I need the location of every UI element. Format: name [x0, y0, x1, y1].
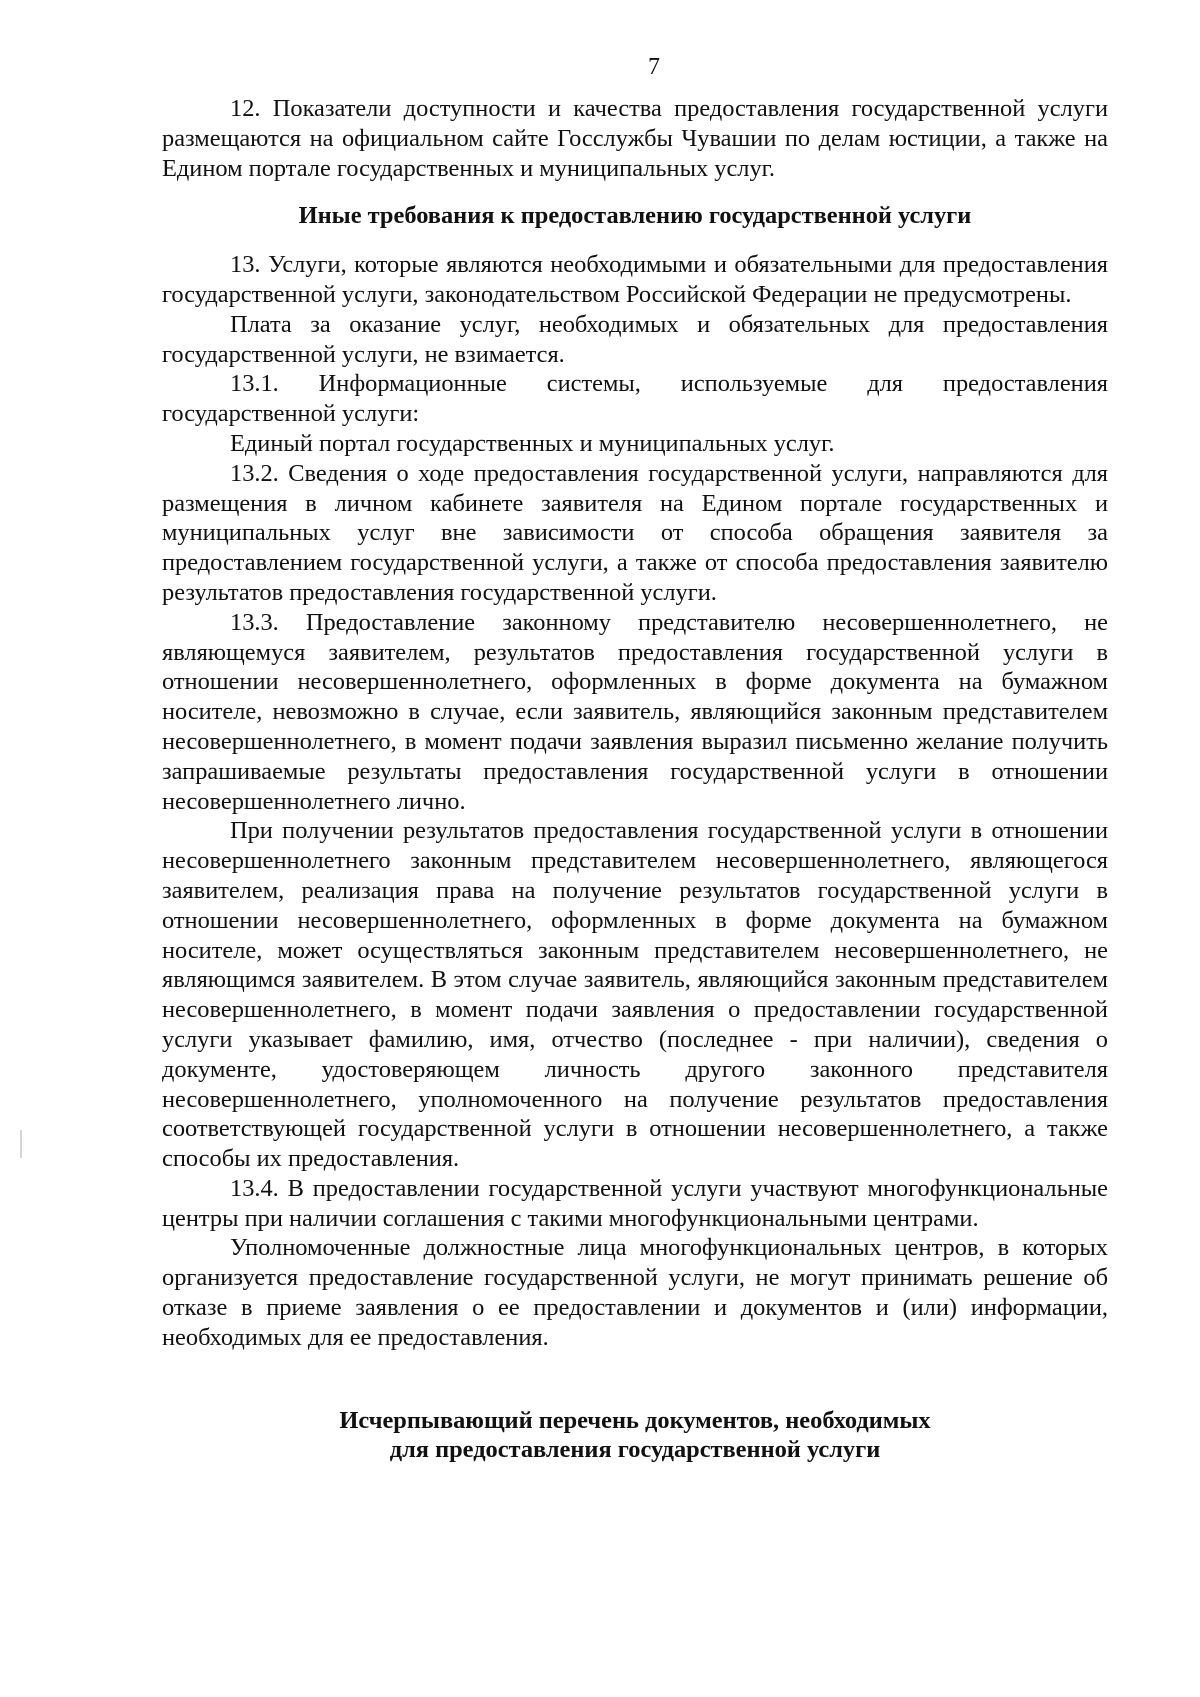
page-number: 7: [648, 54, 660, 80]
spacer: [162, 183, 1108, 201]
section-heading-documents-line-1: Исчерпывающий перечень документов, необходимых: [339, 1406, 931, 1434]
paragraph-13-2: 13.2. Сведения о ходе предоставления государственной услуги, направляются для размещения в личном кабинете заявителя на Едином портале государственных и муниципальных услуг вне зависимости от способа обращения заявителя за предоставлением государственной услуги, а также от способа предоставления заявителю результатов предоставления государственной услуги.: [162, 459, 1108, 606]
paragraph-13-3: 13.3. Предоставление законному представителю несовершеннолетнего, не являющемуся заявителем, результатов предоставления государственной услуги в отношении несовершеннолетнего, оформленных в форме документа на бумажном носителе, невозможно в случае, если заявитель, являющийся законным представителем несовершеннолетнего, в момент подачи заявления выразил письменно желание получить запрашиваемые результаты предоставления государственной услуги в отношении несовершеннолетнего лично.: [162, 608, 1108, 815]
section-heading-other-requirements: Иные требования к предоставлению государственной услуги: [298, 202, 972, 230]
paragraph-13: 13. Услуги, которые являются необходимыми и обязательными для предоставления государственной услуги, законодательством Российской Федерации не предусмотрены.: [162, 251, 1108, 308]
paragraph-12: 12. Показатели доступности и качества предоставления государственной услуги размещаются на официальном сайте Госслужбы Чувашии по делам юстиции, а также на Едином портале государственных и муниципальных услуг.: [162, 95, 1108, 182]
paragraph-13-4: 13.4. В предоставлении государственной услуги участвуют многофункциональные центры при наличии соглашения с такими многофункциональными центрами.: [162, 1174, 1108, 1232]
spacer: [162, 231, 1108, 250]
paragraph-13-4-officials: Уполномоченные должностные лица многофункциональных центров, в которых организуется предоставление государственной услуги, не могут принимать решение об отказе в приеме заявления о ее предоставлении и документов и (или) информации, необходимых для ее предоставления.: [162, 1234, 1108, 1351]
spacer: [162, 1353, 1108, 1406]
paragraph-13-1: 13.1. Информационные системы, используемые для предоставления государственной услуги:: [162, 370, 1108, 428]
document-page: [162, 52, 1108, 1465]
paragraph-13-fee: Плата за оказание услуг, необходимых и обязательных для предоставления государственной услуги, не взимается.: [162, 310, 1108, 368]
paragraph-13-3-continued: При получении результатов предоставления государственной услуги в отношении несовершеннолетнего законным представителем несовершеннолетнего, являющегося заявителем, реализация права на получение результатов государственной услуги в отношении несовершеннолетнего, оформленных в форме документа на бумажном носителе, может осуществляться законным представителем несовершеннолетнего, не являющимся заявителем. В этом случае заявитель, являющийся законным представителем несовершеннолетнего, в момент подачи заявления о предоставлении государственной услуги указывает фамилию, имя, отчество (последнее - при наличии), сведения о документе, удостоверяющем личность другого законного представителя несовершеннолетнего, уполномоченного на получение результатов предоставления соответствующей государственной услуги в отношении несовершеннолетнего, а также способы их предоставления.: [162, 817, 1108, 1173]
section-heading-documents-line-2: для предоставления государственной услуги: [389, 1436, 881, 1464]
scan-margin-mark: [20, 1130, 22, 1158]
paragraph-13-1-portal: Единый портал государственных и муниципальных услуг.: [230, 429, 835, 457]
